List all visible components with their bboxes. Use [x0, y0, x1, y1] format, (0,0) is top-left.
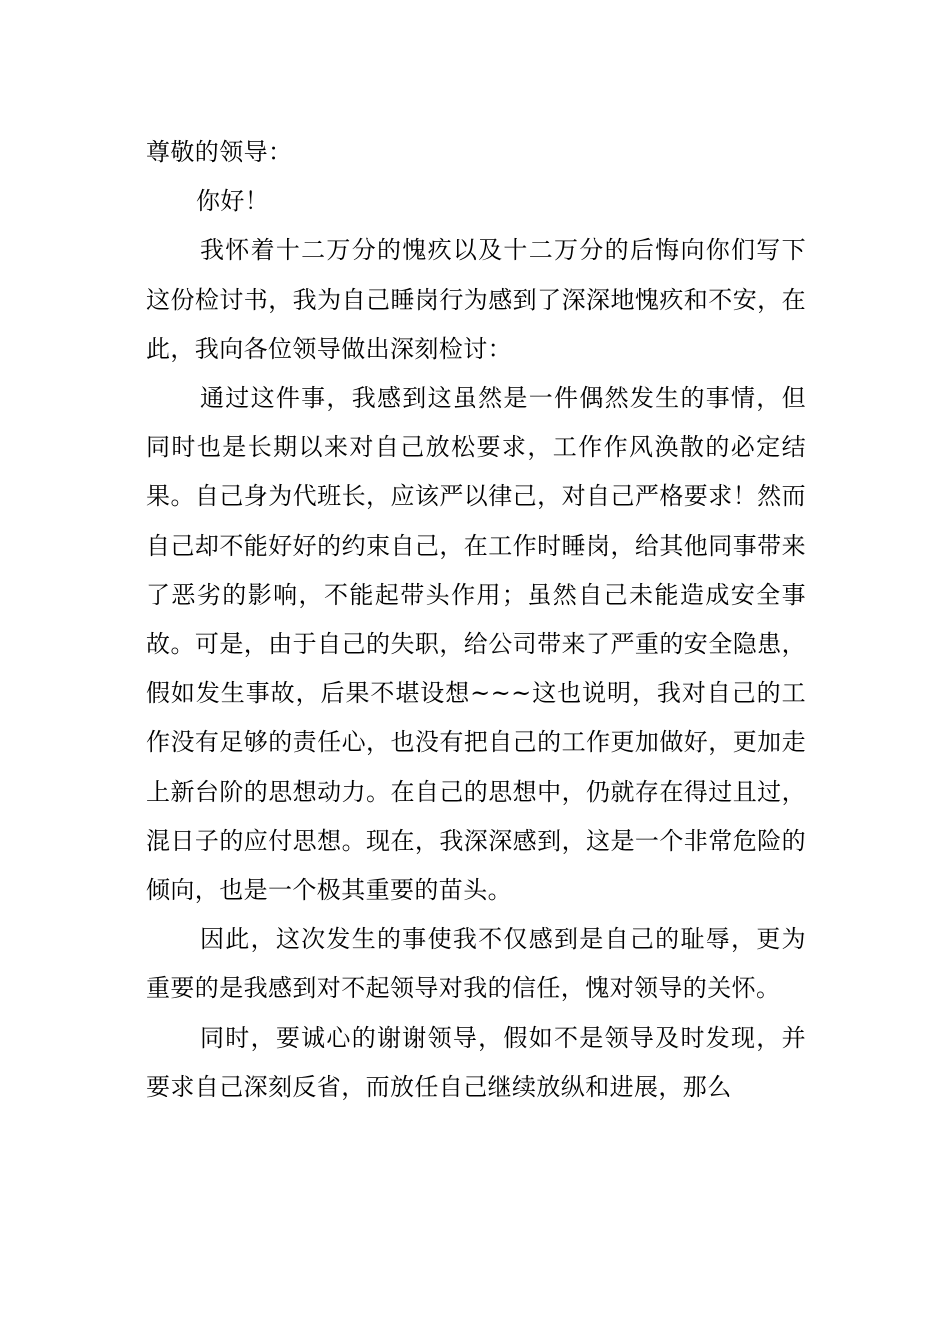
- greeting-line: 尊敬的领导：: [146, 138, 293, 166]
- paragraph-4: 同时，要诚心的谢谢领导，假如不是领导及时发现，并要求自己深刻反省，而放任自己继续放纵和进展，那么: [146, 1023, 806, 1101]
- letter-body: [146, 128, 806, 1112]
- paragraph-2: 通过这件事，我感到这虽然是一件偶然发生的事情，但同时也是长期以来对自己放松要求，工作作风涣散的必定结果。自己身为代班长，应该严以律己，对自己严格要求！然而自己却不能好好的约束自己，在工作时睡岗，给其他同事带来了恶劣的影响，不能起带头作用；虽然自己未能造成安全事故。可是，由于自己的失职，给公司带来了严重的安全隐患，假如发生事故，后果不堪设想~~~这也说明，我对自己的工作没有足够的责任心，也没有把自己的工作更加做好，更加走上新台阶的思想动力。在自己的思想中，仍就存在得过且过，混日子的应付思想。现在，我深深感到，这是一个非常危险的倾向，也是一个极其重要的苗头。: [146, 384, 806, 905]
- salutation-line: 你好！: [196, 187, 270, 216]
- paragraph-3: 因此，这次发生的事使我不仅感到是自己的耻辱，更为重要的是我感到对不起领导对我的信任，愧对领导的关怀。: [146, 925, 806, 1003]
- paragraph-1: 我怀着十二万分的愧疚以及十二万分的后悔向你们写下这份检讨书，我为自己睡岗行为感到了深深地愧疚和不安，在此，我向各位领导做出深刻检讨：: [146, 236, 806, 363]
